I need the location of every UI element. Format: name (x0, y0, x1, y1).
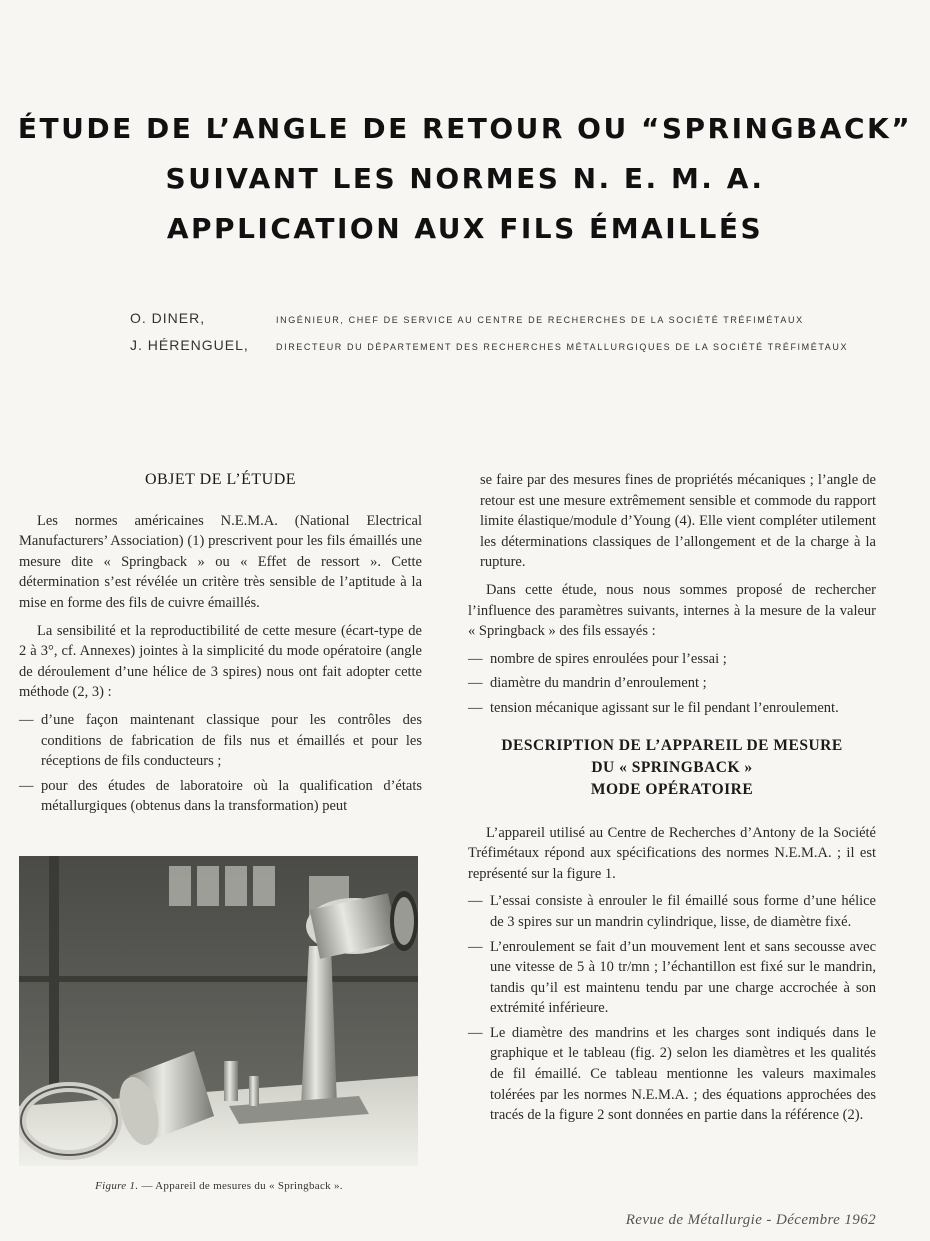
author-role: DIRECTEUR DU DÉPARTEMENT DES RECHERCHES MÉTALLURGIQUES DE LA SOCIÉTÉ TRÉFIMÉTAUX (276, 342, 849, 352)
dash-item: — L’enroulement se fait d’un mouvement lent et sans secousse avec une vitesse de 5 à 10 tr/mn ; l’échantillon est fixé sur le mandrin, tandis qu’il est maintenu tendu par une charge accrochée à son extrémité inférieure. (468, 937, 876, 1019)
paragraph: se faire par des mesures fines de propriétés mécaniques ; l’angle de retour est une mesure extrêmement sensible et commode du rapport limite élastique/module d’Young (4). Elle vient compléter utilement les déterminations classiques de l’allongement et de la charge à la rupture. (480, 472, 876, 571)
section-heading-objet: OBJET DE L’ÉTUDE (144, 471, 297, 488)
apparatus-photo-illustration (19, 856, 418, 1166)
author-row (130, 337, 900, 364)
author-role: INGÉNIEUR, CHEF DE SERVICE AU CENTRE DE RECHERCHES DE LA SOCIÉTÉ TRÉFIMÉTAUX (276, 315, 804, 325)
figure-caption (19, 1180, 419, 1192)
dash-item: — pour des études de laboratoire où la qualification d’états métallurgiques (obtenus dans la transformation) peut (19, 776, 422, 817)
title-line-1: ÉTUDE DE L’ANGLE DE RETOUR OU “SPRINGBACK” (17, 112, 913, 145)
section-heading-springback: DU « SPRINGBACK » (591, 758, 753, 776)
dash-item: — diamètre du mandrin d’enroulement ; (468, 673, 876, 694)
right-column (468, 470, 876, 1130)
figure-label: Figure 1. (95, 1180, 139, 1192)
author-name: O. DINER, (130, 310, 206, 326)
dash-item: — tension mécanique agissant sur le fil pendant l’enroulement. (468, 698, 876, 719)
article-title (0, 104, 930, 254)
section-heading-description: DESCRIPTION DE L’APPAREIL DE MESURE (501, 736, 843, 754)
figure-caption-text: — Appareil de mesures du « Springback ». (141, 1180, 343, 1192)
journal-footer: Revue de Métallurgie - Décembre 1962 (625, 1212, 876, 1228)
paragraph: La sensibilité et la reproductibilité de cette mesure (écart-type de 2 à 3°, cf. Annexes) jointes à la simplicité du mode opératoire (angle de déroulement d’une hélice de 3 spires) nous ont fait adopter cette méthode (2, 3) : (19, 622, 422, 701)
section-heading-mode: MODE OPÉRATOIRE (590, 780, 754, 798)
title-line-2: SUIVANT LES NORMES N. E. M. A. (165, 162, 765, 195)
paragraph: Dans cette étude, nous nous sommes proposé de rechercher l’influence des paramètres suivants, internes à la mesure de la valeur « Springback » des fils essayés : (468, 581, 876, 640)
paragraph: L’appareil utilisé au Centre de Recherches d’Antony de la Société Tréfimétaux répond aux spécifications des normes N.E.M.A. ; il est représenté sur la figure 1. (468, 824, 876, 882)
dash-item: — Le diamètre des mandrins et les charges sont indiqués dans le graphique et le tableau (fig. 2) selon les diamètres et les qualités de fil émaillé. Ce tableau mentionne les valeurs maximales tolérées par les normes N.E.M.A. ; des équations approchées des tracés de la figure 2 sont données en partie dans la référence (2). (468, 1023, 876, 1126)
author-name: J. HÉRENGUEL, (130, 337, 249, 353)
paragraph: Les normes américaines N.E.M.A. (National Electrical Manufacturers’ Association) (1) prescrivent pour les fils émaillés une mesure dite « Springback » ou « Effet de ressort ». Cette détermination s’est révélée un critère très sensible de l’aptitude à la mise en forme des fils de cuivre émaillés. (19, 512, 422, 611)
authors-block (130, 310, 900, 364)
dash-item: — d’une façon maintenant classique pour les contrôles des conditions de fabrication de fils nus et émaillés et pour les réceptions de fils conducteurs ; (19, 710, 422, 772)
dash-item: — nombre de spires enroulées pour l’essai ; (468, 649, 876, 670)
figure-photo-springback-apparatus (19, 856, 418, 1166)
title-line-3: APPLICATION AUX FILS ÉMAILLÉS (166, 212, 764, 245)
author-row (130, 310, 900, 337)
dash-item: — L’essai consiste à enrouler le fil émaillé sous forme d’une hélice de 3 spires sur un mandrin cylindrique, lisse, de diamètre fixé. (468, 891, 876, 932)
left-column (19, 470, 422, 821)
